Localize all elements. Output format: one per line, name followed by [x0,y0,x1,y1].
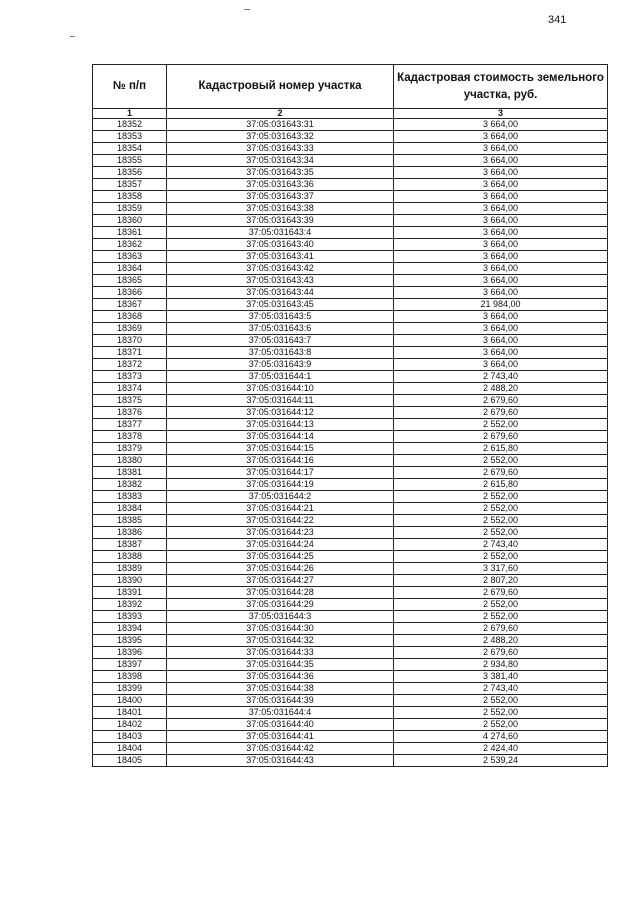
table-row [93,395,608,407]
row-number-cell: 18387 [93,539,167,551]
column-number: 1 [93,109,167,119]
cadastral-value-cell: 3 381,40 [394,671,608,683]
table-row [93,731,608,743]
row-number-cell: 18364 [93,263,167,275]
row-number-cell: 18402 [93,719,167,731]
cadastral-value-cell: 2 552,00 [394,695,608,707]
cadastral-value-cell: 2 488,20 [394,383,608,395]
cadastral-value-cell: 3 664,00 [394,275,608,287]
table-row [93,287,608,299]
cadastral-number-cell: 37:05:031644:23 [167,527,394,539]
cadastral-number-cell: 37:05:031643:34 [167,155,394,167]
row-number-cell: 18370 [93,335,167,347]
cadastral-number-cell: 37:05:031643:43 [167,275,394,287]
cadastral-number-cell: 37:05:031644:38 [167,683,394,695]
cadastral-value-cell: 3 317,60 [394,563,608,575]
table-row [93,503,608,515]
cadastral-number-cell: 37:05:031643:36 [167,179,394,191]
cadastral-value-cell: 3 664,00 [394,179,608,191]
cadastral-value-cell: 3 664,00 [394,215,608,227]
row-number-cell: 18379 [93,443,167,455]
cadastral-number-cell: 37:05:031644:4 [167,707,394,719]
row-number-cell: 18389 [93,563,167,575]
row-number-cell: 18376 [93,407,167,419]
row-number-cell: 18356 [93,167,167,179]
row-number-cell: 18391 [93,587,167,599]
table-row [93,647,608,659]
cadastral-value-cell: 2 552,00 [394,707,608,719]
table-row [93,251,608,263]
column-number: 2 [167,109,394,119]
cadastral-value-cell: 2 934,80 [394,659,608,671]
cadastral-number-cell: 37:05:031644:17 [167,467,394,479]
cadastral-number-cell: 37:05:031643:41 [167,251,394,263]
cadastral-value-cell: 2 424,40 [394,743,608,755]
cadastral-number-cell: 37:05:031643:9 [167,359,394,371]
cadastral-value-cell: 3 664,00 [394,155,608,167]
cadastral-number-cell: 37:05:031643:6 [167,323,394,335]
header-cadastral-value: Кадастровая стоимость земельного участка, руб. [394,65,608,109]
row-number-cell: 18358 [93,191,167,203]
row-number-cell: 18381 [93,467,167,479]
table-row [93,179,608,191]
row-number-cell: 18361 [93,227,167,239]
cadastral-number-cell: 37:05:031643:32 [167,131,394,143]
cadastral-value-cell: 2 552,00 [394,611,608,623]
table-row [93,167,608,179]
page-number: 341 [548,14,567,26]
cadastral-number-cell: 37:05:031643:40 [167,239,394,251]
table-row [93,431,608,443]
table-row [93,587,608,599]
cadastral-value-cell: 3 664,00 [394,251,608,263]
table-row [93,215,608,227]
cadastral-number-cell: 37:05:031644:29 [167,599,394,611]
cadastral-value-cell: 2 679,60 [394,623,608,635]
cadastral-number-cell: 37:05:031643:42 [167,263,394,275]
row-number-cell: 18380 [93,455,167,467]
cadastral-value-cell: 2 679,60 [394,407,608,419]
cadastral-value-cell: 21 984,00 [394,299,608,311]
table-row [93,191,608,203]
cadastral-value-cell: 3 664,00 [394,167,608,179]
table-row [93,239,608,251]
cadastral-number-cell: 37:05:031644:1 [167,371,394,383]
row-number-cell: 18397 [93,659,167,671]
table-row [93,527,608,539]
row-number-cell: 18405 [93,755,167,767]
table-row [93,311,608,323]
cadastral-value-cell: 2 743,40 [394,683,608,695]
row-number-cell: 18373 [93,371,167,383]
scan-mark [70,36,75,37]
cadastral-number-cell: 37:05:031643:33 [167,143,394,155]
cadastral-value-cell: 3 664,00 [394,359,608,371]
cadastral-value-cell: 3 664,00 [394,143,608,155]
table-row [93,563,608,575]
table-row [93,719,608,731]
table-row [93,611,608,623]
cadastral-number-cell: 37:05:031643:44 [167,287,394,299]
cadastral-value-cell: 3 664,00 [394,239,608,251]
cadastral-number-cell: 37:05:031644:2 [167,491,394,503]
cadastral-number-cell: 37:05:031643:39 [167,215,394,227]
cadastral-value-cell: 2 552,00 [394,719,608,731]
row-number-cell: 18392 [93,599,167,611]
cadastral-number-cell: 37:05:031643:4 [167,227,394,239]
table-row [93,467,608,479]
row-number-cell: 18398 [93,671,167,683]
table-row [93,623,608,635]
table-row [93,707,608,719]
cadastral-number-cell: 37:05:031643:45 [167,299,394,311]
row-number-cell: 18359 [93,203,167,215]
cadastral-number-cell: 37:05:031644:26 [167,563,394,575]
table-row [93,227,608,239]
cadastral-value-cell: 3 664,00 [394,203,608,215]
row-number-cell: 18355 [93,155,167,167]
cadastral-number-cell: 37:05:031644:28 [167,587,394,599]
cadastral-value-cell: 2 552,00 [394,455,608,467]
cadastral-value-cell: 2 679,60 [394,431,608,443]
table-row [93,575,608,587]
row-number-cell: 18396 [93,647,167,659]
table-row [93,515,608,527]
row-number-cell: 18369 [93,323,167,335]
table-row [93,263,608,275]
cadastral-number-cell: 37:05:031644:35 [167,659,394,671]
table-row [93,455,608,467]
row-number-cell: 18388 [93,551,167,563]
cadastral-value-cell: 2 679,60 [394,395,608,407]
cadastral-number-cell: 37:05:031644:12 [167,407,394,419]
cadastral-number-cell: 37:05:031643:8 [167,347,394,359]
cadastral-number-cell: 37:05:031644:41 [167,731,394,743]
cadastral-value-cell: 2 615,80 [394,479,608,491]
cadastral-number-cell: 37:05:031644:15 [167,443,394,455]
row-number-cell: 18401 [93,707,167,719]
row-number-cell: 18400 [93,695,167,707]
cadastral-value-cell: 3 664,00 [394,263,608,275]
cadastral-number-cell: 37:05:031644:25 [167,551,394,563]
cadastral-number-cell: 37:05:031644:30 [167,623,394,635]
cadastral-value-cell: 2 552,00 [394,491,608,503]
row-number-cell: 18384 [93,503,167,515]
cadastral-value-cell: 3 664,00 [394,191,608,203]
cadastral-number-cell: 37:05:031644:19 [167,479,394,491]
cadastral-value-cell: 4 274,60 [394,731,608,743]
row-number-cell: 18375 [93,395,167,407]
cadastral-number-cell: 37:05:031644:3 [167,611,394,623]
row-number-cell: 18394 [93,623,167,635]
table-row [93,671,608,683]
cadastral-value-cell: 2 679,60 [394,467,608,479]
row-number-cell: 18365 [93,275,167,287]
cadastral-value-cell: 3 664,00 [394,119,608,131]
cadastral-value-cell: 2 743,40 [394,539,608,551]
row-number-cell: 18362 [93,239,167,251]
cadastral-value-cell: 3 664,00 [394,347,608,359]
table-body [93,119,608,767]
table-row [93,443,608,455]
table-row [93,599,608,611]
cadastral-number-cell: 37:05:031643:31 [167,119,394,131]
table-row [93,551,608,563]
scan-mark [244,9,250,10]
cadastral-number-cell: 37:05:031644:13 [167,419,394,431]
column-number-row [93,109,608,119]
table-row [93,275,608,287]
row-number-cell: 18360 [93,215,167,227]
row-number-cell: 18403 [93,731,167,743]
cadastral-number-cell: 37:05:031644:14 [167,431,394,443]
row-number-cell: 18352 [93,119,167,131]
cadastral-number-cell: 37:05:031643:38 [167,203,394,215]
cadastral-number-cell: 37:05:031643:5 [167,311,394,323]
header-cadastral-number: Кадастровый номер участка [167,65,394,109]
cadastral-value-cell: 2 552,00 [394,515,608,527]
table-row [93,359,608,371]
cadastral-number-cell: 37:05:031644:24 [167,539,394,551]
cadastral-number-cell: 37:05:031644:16 [167,455,394,467]
cadastral-number-cell: 37:05:031644:27 [167,575,394,587]
table-row [93,743,608,755]
row-number-cell: 18390 [93,575,167,587]
cadastral-value-cell: 3 664,00 [394,335,608,347]
cadastral-number-cell: 37:05:031644:43 [167,755,394,767]
cadastral-value-table [92,64,608,767]
cadastral-number-cell: 37:05:031644:33 [167,647,394,659]
cadastral-number-cell: 37:05:031644:39 [167,695,394,707]
row-number-cell: 18393 [93,611,167,623]
table-row [93,491,608,503]
cadastral-number-cell: 37:05:031644:11 [167,395,394,407]
row-number-cell: 18366 [93,287,167,299]
cadastral-number-cell: 37:05:031644:42 [167,743,394,755]
row-number-cell: 18395 [93,635,167,647]
cadastral-value-cell: 3 664,00 [394,287,608,299]
header-row-number: № п/п [93,65,167,109]
cadastral-number-cell: 37:05:031644:22 [167,515,394,527]
column-number: 3 [394,109,608,119]
cadastral-value-cell: 2 552,00 [394,551,608,563]
cadastral-value-cell: 2 552,00 [394,419,608,431]
table-row [93,635,608,647]
row-number-cell: 18385 [93,515,167,527]
cadastral-value-cell: 2 552,00 [394,503,608,515]
row-number-cell: 18367 [93,299,167,311]
table-row [93,659,608,671]
table-row [93,203,608,215]
cadastral-value-cell: 2 679,60 [394,647,608,659]
row-number-cell: 18386 [93,527,167,539]
cadastral-value-cell: 3 664,00 [394,311,608,323]
cadastral-value-cell: 2 807,20 [394,575,608,587]
cadastral-value-cell: 2 488,20 [394,635,608,647]
cadastral-number-cell: 37:05:031644:32 [167,635,394,647]
cadastral-value-cell: 2 539,24 [394,755,608,767]
row-number-cell: 18357 [93,179,167,191]
table-row [93,347,608,359]
cadastral-value-cell: 3 664,00 [394,131,608,143]
table-row [93,479,608,491]
cadastral-value-cell: 2 552,00 [394,599,608,611]
row-number-cell: 18399 [93,683,167,695]
row-number-cell: 18378 [93,431,167,443]
row-number-cell: 18354 [93,143,167,155]
cadastral-value-cell: 2 679,60 [394,587,608,599]
cadastral-value-cell: 2 743,40 [394,371,608,383]
table-row [93,539,608,551]
table-row [93,419,608,431]
row-number-cell: 18374 [93,383,167,395]
table-row [93,119,608,131]
table-row [93,299,608,311]
row-number-cell: 18353 [93,131,167,143]
cadastral-number-cell: 37:05:031643:35 [167,167,394,179]
cadastral-value-cell: 3 664,00 [394,227,608,239]
row-number-cell: 18377 [93,419,167,431]
cadastral-number-cell: 37:05:031643:37 [167,191,394,203]
table-header-row [93,65,608,109]
table-row [93,695,608,707]
table-row [93,683,608,695]
table-row [93,755,608,767]
row-number-cell: 18372 [93,359,167,371]
row-number-cell: 18383 [93,491,167,503]
cadastral-number-cell: 37:05:031643:7 [167,335,394,347]
cadastral-number-cell: 37:05:031644:40 [167,719,394,731]
table-row [93,407,608,419]
row-number-cell: 18371 [93,347,167,359]
cadastral-number-cell: 37:05:031644:21 [167,503,394,515]
row-number-cell: 18363 [93,251,167,263]
row-number-cell: 18368 [93,311,167,323]
cadastral-value-cell: 2 552,00 [394,527,608,539]
table-row [93,371,608,383]
cadastral-value-cell: 3 664,00 [394,323,608,335]
table-row [93,143,608,155]
row-number-cell: 18382 [93,479,167,491]
cadastral-number-cell: 37:05:031644:36 [167,671,394,683]
table-row [93,383,608,395]
cadastral-value-cell: 2 615,80 [394,443,608,455]
table-row [93,131,608,143]
table-row [93,323,608,335]
cadastral-number-cell: 37:05:031644:10 [167,383,394,395]
row-number-cell: 18404 [93,743,167,755]
table-row [93,335,608,347]
table-row [93,155,608,167]
